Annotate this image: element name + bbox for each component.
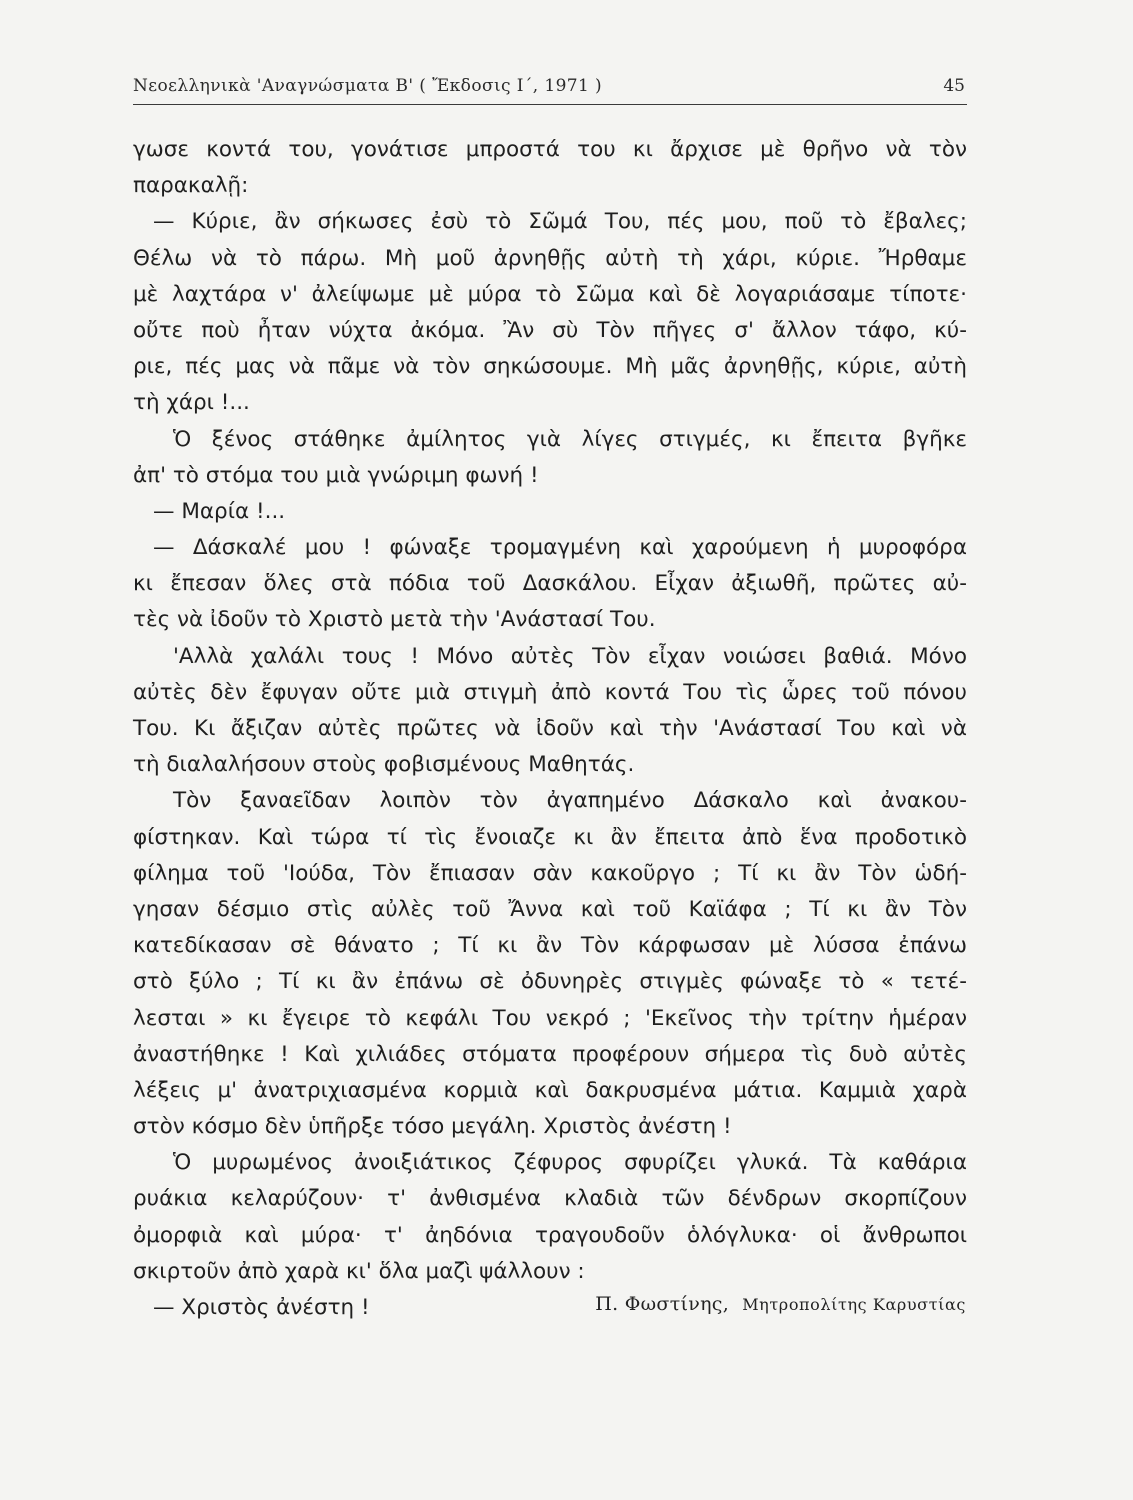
text-body (133, 132, 967, 1326)
text-line: ἀπ' τὸ στόμα του μιὰ γνώριμη φωνή ! (133, 462, 539, 488)
text-line: φίστηκαν. Καὶ τώρα τί τὶς ἔνοιαζε κι ἂν ἔπειτα ἀπὸ ἕνα προδοτικὸ (133, 824, 967, 850)
text-line: οὔτε ποὺ ἦταν νύχτα ἀκόμα. Ἂν σὺ Τὸν πῆγες σ' ἄλλον τάφο, κύ- (133, 317, 967, 343)
running-title: Νεοελληνικὰ 'Αναγνώσματα Β' ( Ἔκδοσις Ι΄, 1971 ) (133, 76, 603, 96)
text-line: στὸ ξύλο ; Τί κι ἂν ἐπάνω σὲ ὀδυνηρὲς στιγμὲς φώναξε τὸ « τετέ- (133, 969, 967, 995)
text-line: Του. Κι ἄξιζαν αὐτὲς πρῶτες νὰ ἰδοῦν καὶ τὴν 'Ανάστασί Του καὶ νὰ (133, 716, 967, 741)
text-line: Τὸν ξαναεῖδαν λοιπὸν τὸν ἀγαπημένο Δάσκαλο καὶ ἀνακου- (173, 788, 967, 814)
page-number: 45 (943, 76, 965, 96)
text-line: ἀναστήθηκε ! Καὶ χιλιάδες στόματα προφέρουν σήμερα τὶς δυὸ αὐτὲς (133, 1041, 967, 1067)
text-line: — Μαρία !... (153, 498, 286, 524)
text-line: σκιρτοῦν ἀπὸ χαρὰ κι' ὅλα μαζὶ ψάλλουν : (133, 1258, 585, 1284)
text-line: μὲ λαχτάρα ν' ἀλείψωμε μὲ μύρα τὸ Σῶμα καὶ δὲ λογαριάσαμε τίποτε· (133, 281, 967, 307)
text-line: λέξεις μ' ἀνατριχιασμένα κορμιὰ καὶ δακρυσμένα μάτια. Καμμιὰ χαρὰ (133, 1077, 967, 1103)
author-name: Π. Φωστίνης, (595, 1293, 730, 1315)
text-line: κι ἔπεσαν ὅλες στὰ πόδια τοῦ Δασκάλου. Εἶχαν ἀξιωθῆ, πρῶτες αὐ- (133, 571, 967, 597)
signature (595, 1293, 966, 1315)
text-line: αὐτὲς δὲν ἔφυγαν οὔτε μιὰ στιγμὴ ἀπὸ κοντά Του τὶς ὧρες τοῦ πόνου (133, 679, 967, 705)
text-line: — Χριστὸς ἀνέστη ! (153, 1295, 370, 1320)
text-line: παρακαλῇ: (133, 173, 249, 199)
text-line: γωσε κοντά του, γονάτισε μπροστά του κι ἄρχισε μὲ θρῆνο νὰ τὸν (133, 137, 967, 162)
text-line: γησαν δέσμιο στὶς αὐλὲς τοῦ Ἄννα καὶ τοῦ Καϊάφα ; Τί κι ἂν Τὸν (133, 896, 967, 922)
text-line: τὲς νὰ ἰδοῦν τὸ Χριστὸ μετὰ τὴν 'Ανάστασί Του. (133, 607, 656, 633)
text-line: φίλημα τοῦ 'Ιούδα, Τὸν ἔπιασαν σὰν κακοῦργο ; Τί κι ἂν Τὸν ὡδή- (133, 860, 967, 886)
text-line: Ὁ ξένος στάθηκε ἀμίλητος γιὰ λίγες στιγμές, κι ἔπειτα βγῆκε (173, 426, 967, 452)
text-line: λεσται » κι ἔγειρε τὸ κεφάλι Του νεκρό ; 'Εκεῖνος τὴν τρίτην ἡμέραν (133, 1005, 967, 1031)
text-line: τὴ διαλαλήσουν στοὺς φοβισμένους Μαθητάς. (133, 752, 635, 778)
text-line: τὴ χάρι !... (133, 390, 250, 416)
page-header (133, 76, 965, 106)
header-rule (133, 104, 967, 105)
text-line: κατεδίκασαν σὲ θάνατο ; Τί κι ἂν Τὸν κάρφωσαν μὲ λύσσα ἐπάνω (133, 933, 967, 959)
text-line: στὸν κόσμο δὲν ὑπῆρξε τόσο μεγάλη. Χριστὸς ἀνέστη ! (133, 1114, 732, 1140)
text-line: Θέλω νὰ τὸ πάρω. Μὴ μοῦ ἀρνηθῇς αὐτὴ τὴ χάρι, κύριε. Ἤρθαμε (133, 245, 967, 271)
text-line: Ὁ μυρωμένος ἀνοιξιάτικος ζέφυρος σφυρίζει γλυκά. Τὰ καθάρια (173, 1150, 967, 1176)
text-line: ὀμορφιὰ καὶ μύρα· τ' ἀηδόνια τραγουδοῦν ὁλόγλυκα· οἱ ἄνθρωποι (133, 1222, 967, 1248)
text-line: ριε, πές μας νὰ πᾶμε νὰ τὸν σηκώσουμε. Μὴ μᾶς ἀρνηθῇς, κύριε, αὐτὴ (133, 354, 967, 380)
author-title: Μητροπολίτης Καρυστίας (742, 1295, 966, 1314)
text-line: — Δάσκαλέ μου ! φώναξε τρομαγμένη καὶ χαρούμενη ἡ μυροφόρα (153, 535, 967, 561)
text-line: ρυάκια κελαρύζουν· τ' ἀνθισμένα κλαδιὰ τῶν δένδρων σκορπίζουν (133, 1186, 967, 1212)
text-line: 'Αλλὰ χαλάλι τους ! Μόνο αὐτὲς Τὸν εἶχαν νοιώσει βαθιά. Μόνο (173, 643, 967, 669)
text-line: — Κύριε, ἂν σήκωσες ἐσὺ τὸ Σῶμά Του, πές μου, ποῦ τὸ ἔβαλες; (153, 209, 967, 235)
